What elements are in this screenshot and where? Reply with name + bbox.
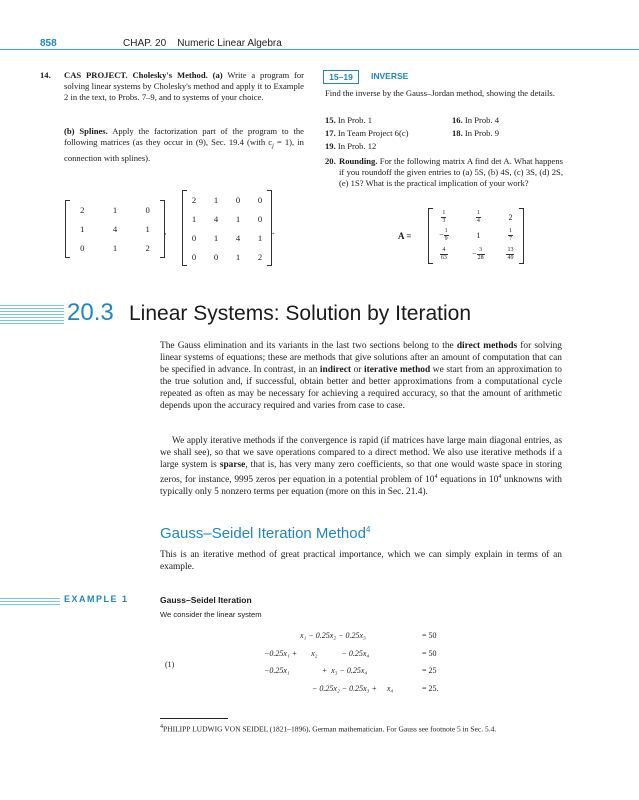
text: We apply iterative methods if the convergence is rapid (if matrices have large main diagonal entries, as we shall see), so that we save operations compared to a direct method. We also use iterative methods if a large system is [160,436,562,470]
matrix-separator: . [272,226,275,236]
problem-group-intro: Find the inverse by the Gauss–Jordan method, showing the details. [325,88,555,98]
denominator: 3 [442,217,446,224]
equation-rhs: = 25 [422,666,437,675]
matrix-cell: 0 [213,251,219,262]
equation-rhs: = 25. [422,684,439,693]
footnote-marker: 4 [365,525,371,534]
page-number: 858 [40,38,57,49]
problem-text: Apply the factorization part of the program to the following matrices (as they occur in (9), Sec. 19.4 (with c [64,126,304,147]
problem-text: For the following matrix A find det A. What happens if you roundoff the given entries to (a) 5S, (b) 4S, (c) 3S, (d) 2S, (e) 1S? What is the practical implication of your work? [339,156,564,188]
problem-title: Rounding. [339,156,378,166]
matrix-cell [498,245,523,264]
term: sparse [219,459,246,470]
numerator: 1 [442,209,446,216]
denominator: 7 [508,236,512,243]
superscript: 4 [498,473,502,480]
matrix-cell: 1 [80,223,85,234]
denominator: 4 [476,217,480,224]
minus-sign: − [472,249,477,259]
fraction [477,247,485,262]
matrix-cell: 4 [112,223,118,234]
matrix-4x4 [182,190,275,266]
denominator: 63 [440,255,447,262]
example-title: Gauss–Seidel Iteration [160,595,252,605]
problem-15 [325,115,372,126]
problem-text: In Prob. 12 [337,141,377,151]
footnote-marker: 4 [160,724,163,730]
equation-lhs: −0.25x₁ + x₂ − 0.25x₄ [264,649,370,658]
denominator: 28 [477,255,484,262]
matrix-cell: 1 [145,223,150,234]
header-rule [0,49,639,50]
matrix-cell: 2 [508,212,513,222]
fraction [506,247,514,262]
text: , that is, has very many zero coefficients, so that one would waste space in storing zeros, for instance, 9995 zeros per equation in a potential problem of 10 [160,459,562,485]
fraction [444,228,449,243]
matrix-cell: 0 [257,213,263,224]
matrix-cell: 1 [235,251,241,262]
problem-18 [452,128,499,139]
problem-number: 17. [325,128,336,138]
problem-17 [325,128,409,139]
matrix-cell [498,227,523,246]
fraction [441,210,446,225]
problem-text: In Prob. 1 [337,115,373,125]
problem-number: 20. [325,156,336,166]
equation-lhs: x₁ − 0.25x₂ − 0.25x₃ [300,631,366,640]
text: The Gauss elimination and its variants in the last two sections belong to the [160,341,457,351]
problem-range-box: 15–19 [323,70,359,84]
matrix-cell [429,227,459,246]
equation-row [264,649,458,658]
example-rules [0,598,60,607]
matrix-cell: 1 [213,232,219,243]
subsection-title [160,525,370,542]
denominator: 9 [444,236,448,243]
equation-rhs: = 50 [422,631,437,640]
matrix-cell: 0 [191,232,197,243]
problem-number: 16. [452,115,463,125]
matrix-cell: 1 [476,231,481,241]
equation-lhs: − 0.25x₂ − 0.25x₃ + x₄ [312,684,394,693]
numerator: 1 [476,209,480,216]
matrix-cell: 2 [145,243,150,254]
matrix-cell: 0 [235,194,241,205]
running-head: CHAP. 20 Numeric Linear Algebra [123,38,282,49]
matrix-cell: 1 [257,232,263,243]
matrix-cell: 1 [235,213,241,224]
section-title: Linear Systems: Solution by Iteration [129,302,472,325]
denominator: 49 [507,255,514,262]
footnote-text: PHILIPP LUDWIG VON SEIDEL (1821–1896), German mathematician. For Gauss see footnote 5 in Sec. 5.4. [163,724,497,734]
text: we start from an approximation to the true solution and, if successful, obtain better and better approximations from a computational cycle repeated as often as may be necessary for achieving a required accuracy, so that the amount of arithmetic depends upon the accuracy required and varies from case to case. [160,364,562,411]
superscript: 4 [434,473,438,480]
minus-sign: − [439,230,444,240]
matrix-cell: 4 [213,213,219,224]
problem-title: CAS PROJECT. Cholesky's Method. [64,70,208,80]
example-intro: We consider the linear system [160,610,262,619]
problem-text: In Team Project 6(c) [337,128,409,138]
paragraph-2 [160,436,562,499]
matrix-cell: 0 [191,251,197,262]
matrix-cell: 1 [213,194,219,205]
matrix-separator: , [164,226,167,236]
section-rules [0,305,64,327]
equation-number: (1) [165,660,175,669]
matrix-cell: 2 [80,204,85,215]
matrix-cell: 1 [112,204,118,215]
matrix-cell: 0 [80,243,85,254]
text: equations in 10 [437,474,499,485]
matrix-cell: 4 [235,232,241,243]
subsection-text: This is an iterative method of great practical importance, which we can simply explain in terms of an example. [160,550,562,572]
matrix-A [428,208,524,264]
fraction [476,210,481,225]
problem-19 [325,141,376,152]
problem-20 [325,156,563,189]
matrix-label: A = [398,231,412,241]
matrix-cell [429,245,459,264]
equation-lhs: −0.25x₁ + x₃ − 0.25x₄ [264,666,368,675]
matrix-cell: 2 [257,251,263,262]
matrix-cell [459,245,498,264]
problem-14b [64,126,304,164]
text: or [351,364,365,375]
problem-group-title: INVERSE [371,71,409,81]
problem-text: In Prob. 4 [464,115,500,125]
footnote [160,722,570,735]
matrix-cell: 2 [191,194,197,205]
problem-number: 18. [452,128,463,138]
matrix-cell: 0 [145,204,150,215]
numerator: 1 [444,228,448,235]
subsection-title-text: Gauss–Seidel Iteration Method [160,525,366,542]
numerator: 4 [440,247,448,255]
text: unknowns with typically only 5 nonzero terms per equation (more on this in Sec. 21.4). [160,474,562,497]
problem-16 [452,115,499,126]
fraction [440,247,448,262]
example-label: EXAMPLE 1 [64,594,129,604]
equation-rhs: = 50 [422,649,437,658]
section-number: 20.3 [67,299,114,326]
numerator: 1 [508,228,512,235]
problem-number: 15. [325,115,336,125]
text: for solving linear systems of equations; these are methods that give solutions after an amount of computation that can be specified in advance. In contrast, in an [160,341,562,375]
term: indirect [319,364,351,375]
numerator: 13 [507,247,514,254]
problem-number: 19. [325,141,336,151]
paragraph-1 [160,341,562,412]
matrix-cell: 1 [112,243,118,254]
equation-row [312,684,458,693]
equation-row [264,666,458,675]
footnote-rule [160,718,228,719]
problem-14 [40,70,304,103]
numerator: 3 [477,247,485,255]
matrix-cell [459,208,498,227]
problem-number: 14. [40,70,51,80]
equation-row [300,631,458,640]
matrix-3x3 [65,200,165,258]
part-label: (b) Splines. [64,126,108,136]
matrix-cell: 0 [257,194,263,205]
fraction [508,228,513,243]
problem-text: Write a program for solving linear systems by Cholesky's method and apply it to Example 2 in the text, to Probs. 7–9, and to systems of your choice. [64,70,304,102]
subscript: j [272,143,274,150]
problem-text: In Prob. 9 [464,128,500,138]
problem-text-tail: = 1), in connection with splines). [64,137,304,163]
part-label: (a) [212,70,223,80]
matrix-cell [429,208,459,227]
term: iterative method [364,364,431,375]
matrix-cell: 1 [191,213,197,224]
term: direct methods [456,341,518,351]
